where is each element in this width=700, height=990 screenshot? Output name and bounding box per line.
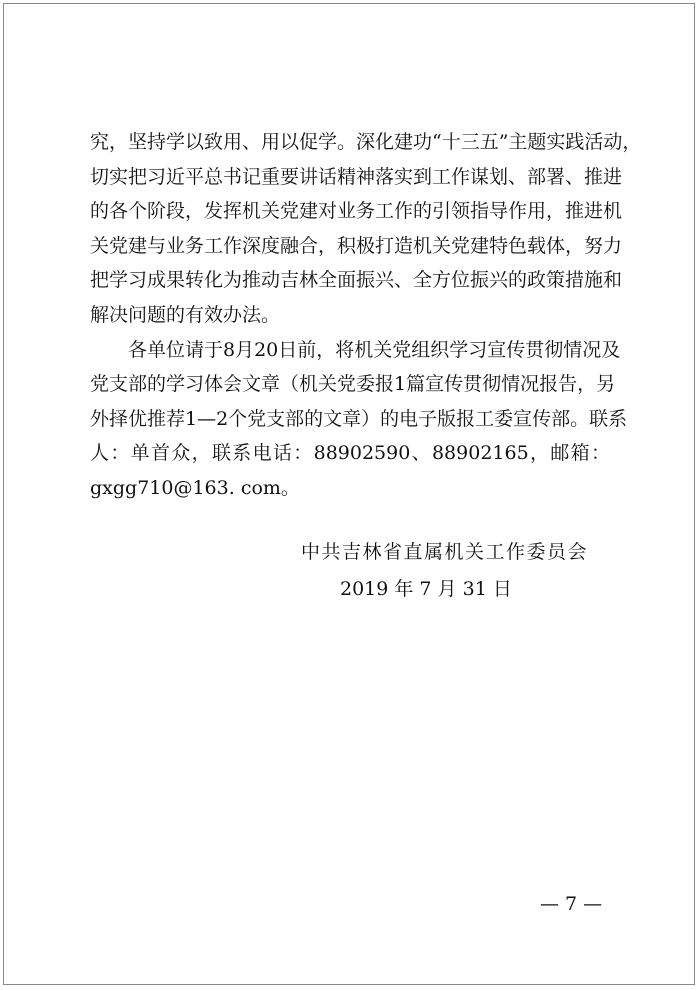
text-line: 的各个阶段，发挥机关党建对业务工作的引领指导作用，推进机 [90, 200, 623, 223]
paragraph-1 [90, 125, 642, 333]
text-line: 人：单首众，联系电话：88902590、88902165，邮箱： [90, 442, 610, 465]
signature-organization: 中共吉林省直属机关工作委员会 [301, 541, 589, 563]
text-line: 解决问题的有效办法。 [90, 303, 281, 326]
document-body [90, 125, 642, 506]
text-line: 切实把习近平总书记重要讲话精神落实到工作谋划、部署、推进 [90, 165, 623, 188]
text-line: 外择优推荐1—2个党支部的文章）的电子版报工委宣传部。联系 [90, 407, 628, 430]
text-line: 究，坚持学以致用、用以促学。深化建功“十三五”主题实践活动， [90, 131, 642, 153]
signature-date: 2019 年 7 月 31 日 [340, 578, 512, 600]
text-line: 把学习成果转化为推动吉林全面振兴、全方位振兴的政策措施和 [90, 269, 623, 292]
paragraph-2 [90, 333, 628, 506]
text-line: 各单位请于8月20日前，将机关党组织学习宣传贯彻情况及 [128, 338, 621, 361]
text-line: 党支部的学习体会文章（机关党委报1篇宣传贯彻情况报告，另 [90, 373, 616, 396]
text-line: 关党建与业务工作深度融合，积极打造机关党建特色载体，努力 [90, 234, 623, 257]
text-line: gxgg710@163. com。 [90, 476, 300, 499]
page-number: — 7 — [540, 893, 603, 915]
